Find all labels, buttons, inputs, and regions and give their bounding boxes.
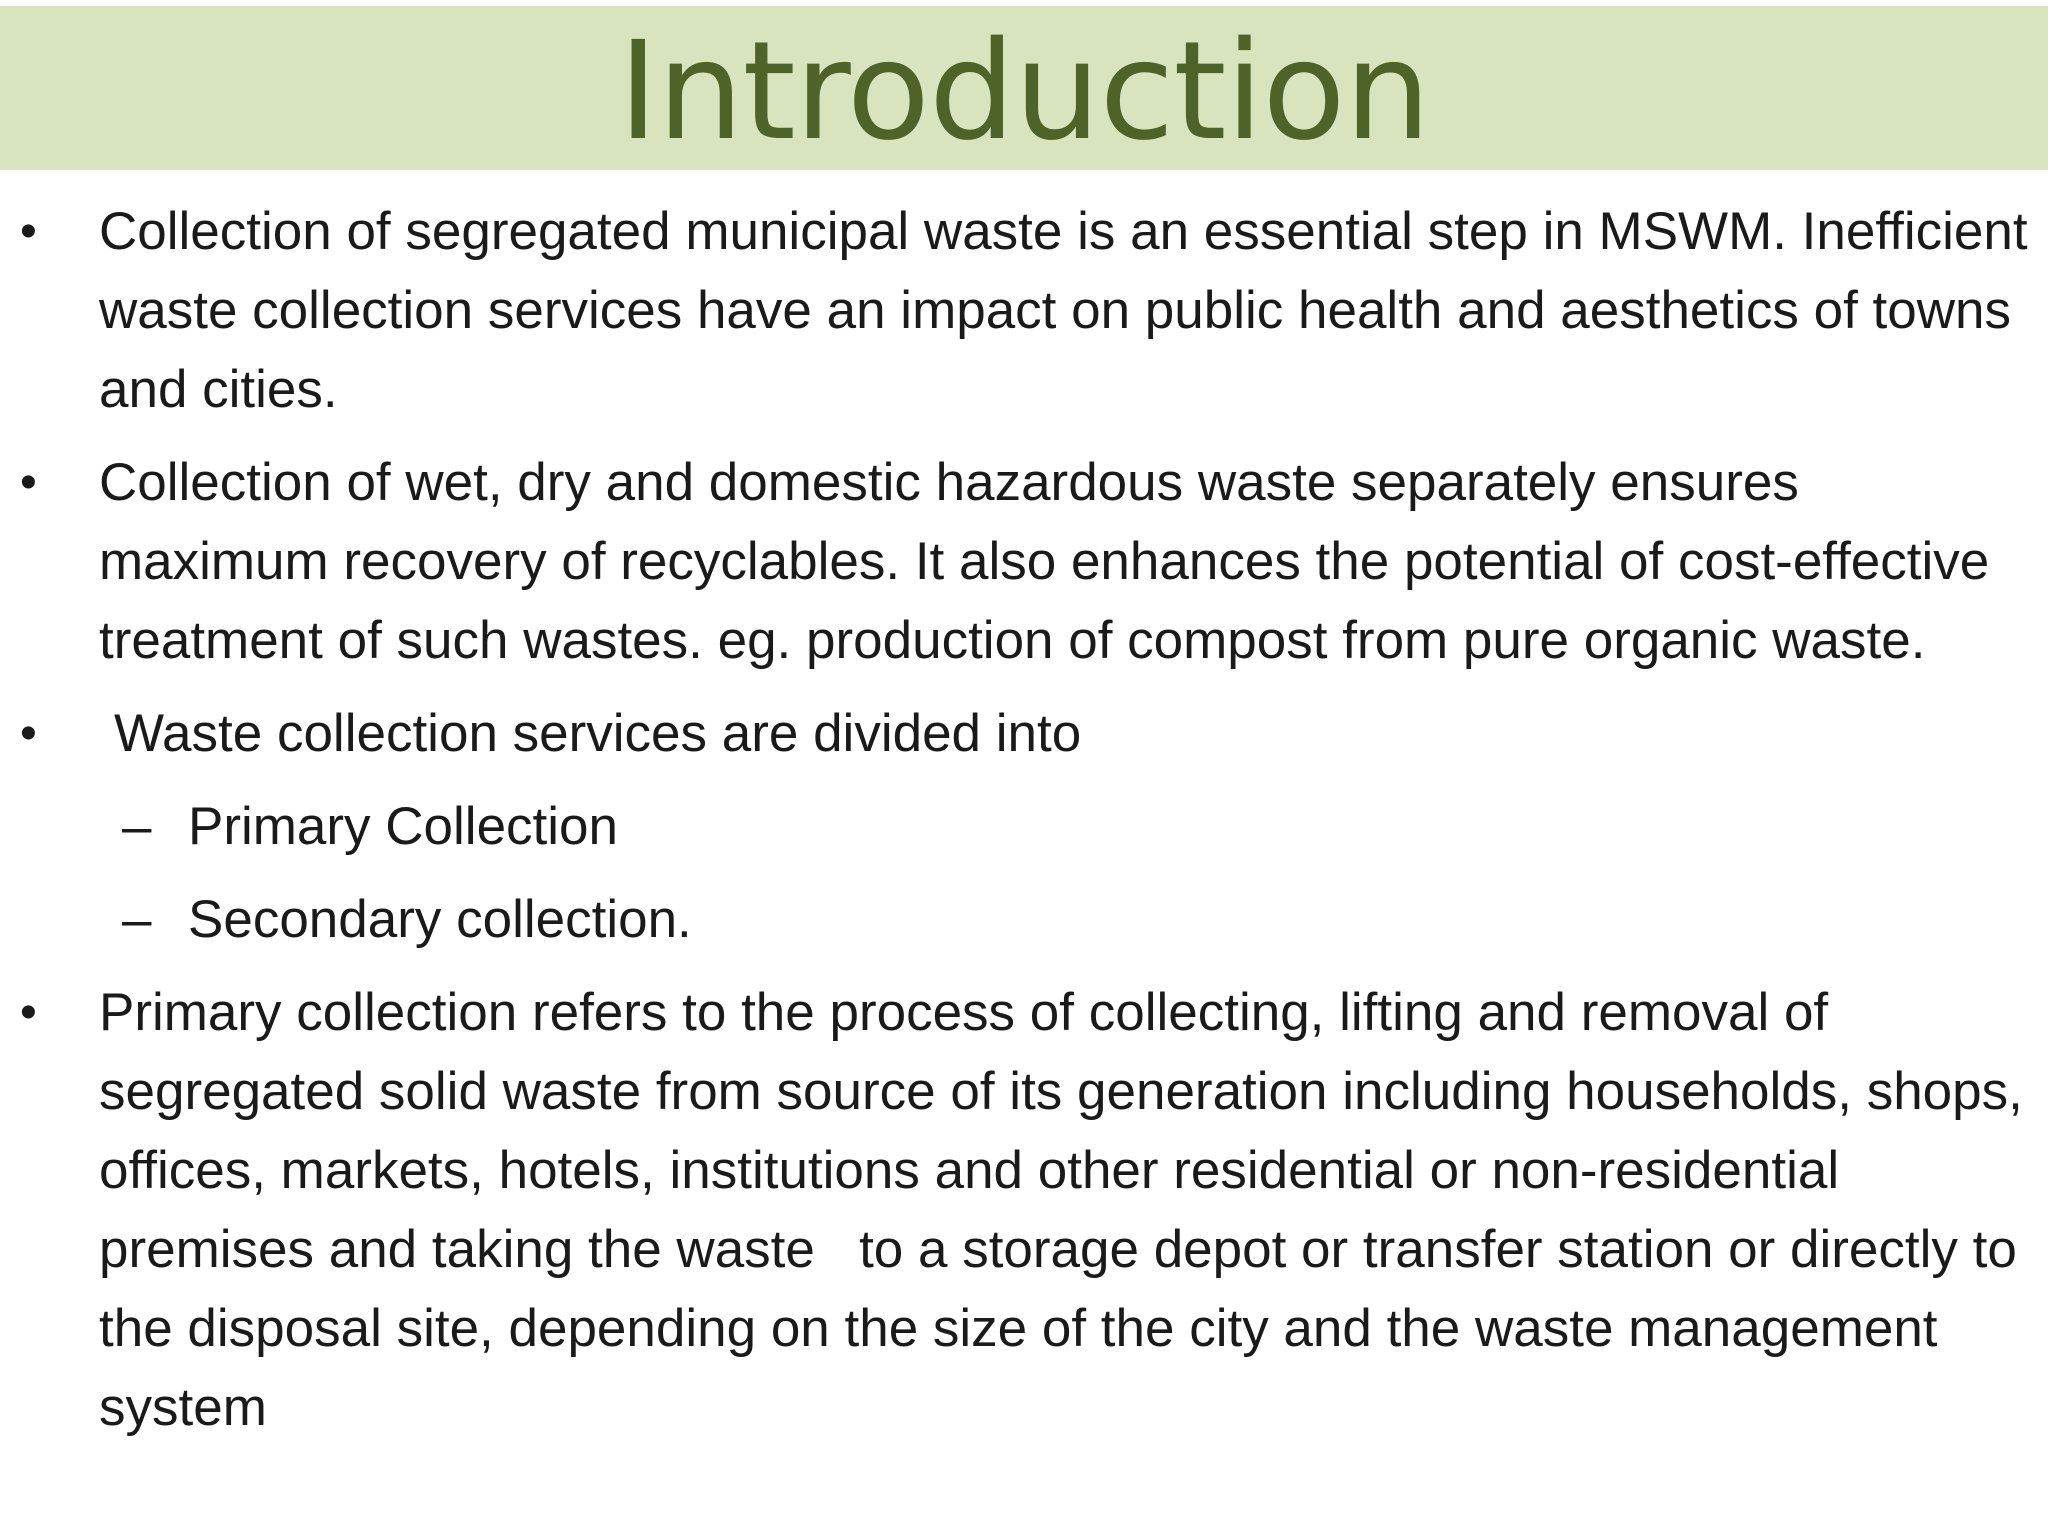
sub-bullet-marker: –: [122, 797, 152, 856]
sub-bullet-item: [0, 880, 2048, 959]
sub-bullet-item: [0, 787, 2048, 866]
bullet-marker: •: [20, 205, 37, 258]
bullet-item: [0, 443, 2048, 680]
bullet-item: [0, 694, 2048, 773]
sub-bullet-text: Primary Collection: [188, 797, 619, 856]
sub-bullet-text: Secondary collection.: [188, 890, 692, 949]
bullet-marker: •: [20, 456, 37, 509]
bullet-text: Collection of wet, dry and domestic hazardous waste separately ensures maximum recovery of recyclables. It also enhances the potential of cost-effective treatment of such wastes. eg. production of compost from pure organic waste.: [99, 453, 1990, 670]
sub-bullet-marker: –: [122, 890, 152, 949]
bullet-item: [0, 973, 2048, 1447]
bullet-text: Collection of segregated municipal waste is an essential step in MSWM. Inefficient waste collection services have an impact on public health and aesthetics of towns and cities.: [99, 202, 2028, 419]
bullet-text: Primary collection refers to the process of collecting, lifting and removal of segregated solid waste from source of its generation including households, shops, offices, markets, hotels, institutions and other residential or non-residential premises and taking the waste to a storage depot or transfer station or directly to the disposal site, depending on the size of the city and the waste management system: [99, 983, 2038, 1437]
bullet-text: Waste collection services are divided into: [114, 704, 1082, 763]
bullet-marker: •: [20, 707, 37, 760]
slide-title: Introduction: [618, 13, 1430, 171]
bullet-item: [0, 192, 2048, 429]
bullet-marker: •: [20, 986, 37, 1039]
slide-body: [0, 192, 2048, 1461]
